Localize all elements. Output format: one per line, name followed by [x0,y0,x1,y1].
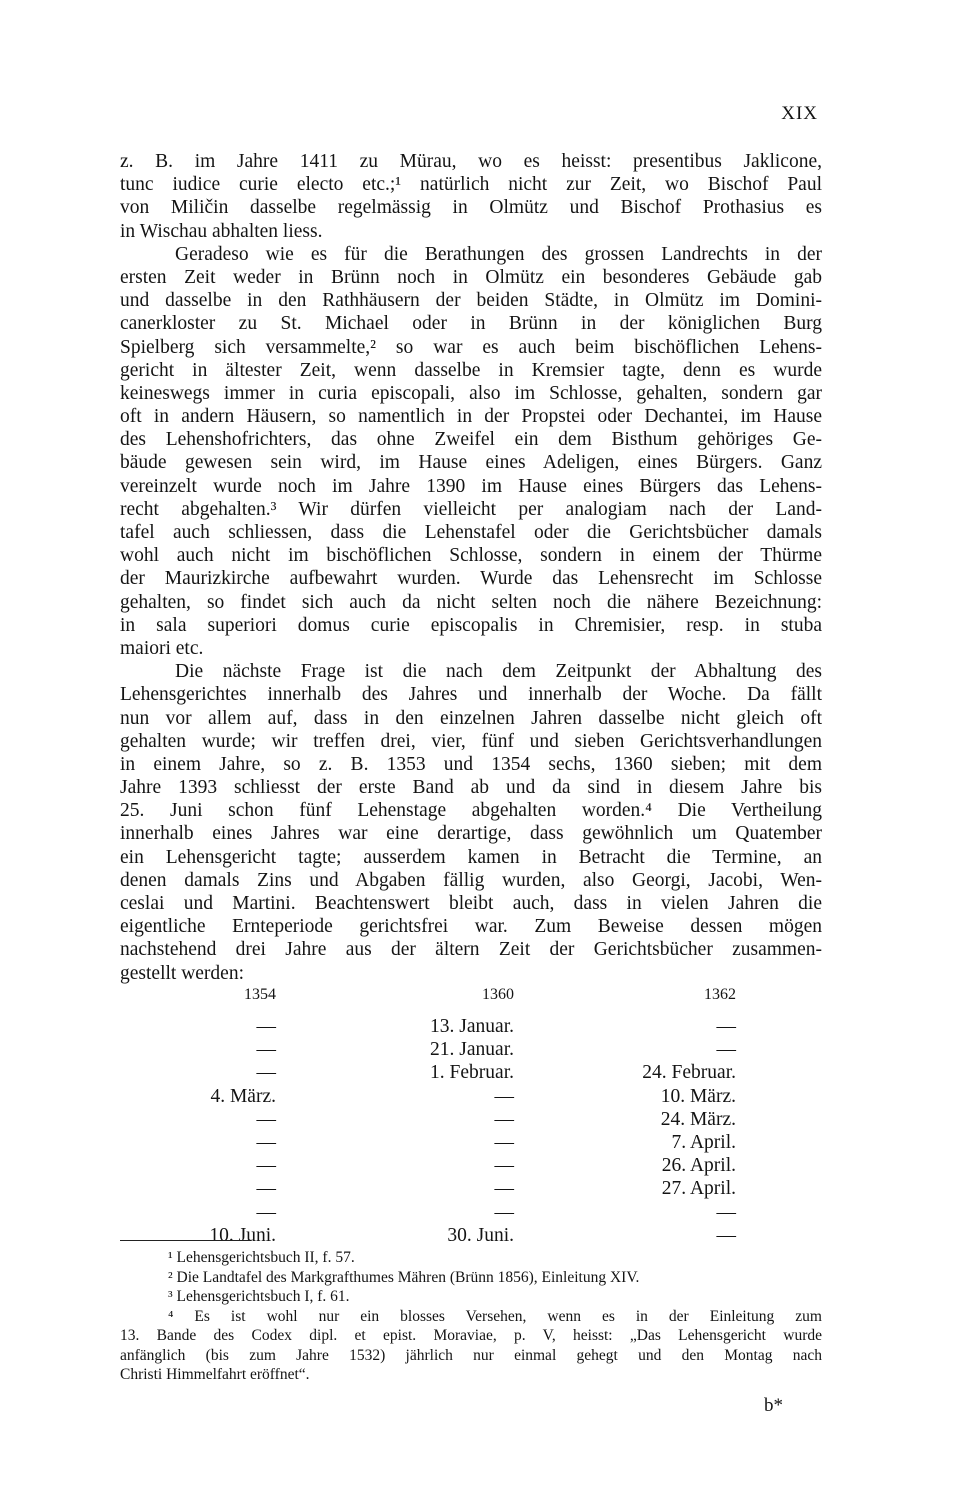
text-line: in sala superiori domus curie episcopalis in Chremisier, resp. in stuba [120,614,822,636]
footnote: ² Die Landtafel des Markgrafthumes Mähren (Brünn 1856), Einleitung XIV. [168,1268,640,1286]
column-1354 [184,983,276,1247]
table-cell: — [256,1131,276,1153]
table-cell: — [494,1155,514,1177]
footnotes [120,1248,822,1385]
text-line: in einem Jahre, so z. B. 1353 und 1354 sechs, 1360 sieben; mit dem [120,753,822,775]
text-line: z. B. im Jahre 1411 zu Mürau, wo es heisst: presentibus Jaklicone, [120,151,822,172]
footnote: ³ Lehensgerichtsbuch I, f. 61. [168,1288,350,1305]
text-line: der Maurizkirche aufbewahrt wurden. Wurde das Lehensrecht im Schlosse [120,568,822,590]
text-line: ceslai und Martini. Beachtenswert bleibt auch, dass in vielen Jahren die [120,893,822,914]
column-header: 1354 [244,986,276,1003]
body-text [120,150,822,985]
table-cell: 1. Februar. [430,1062,514,1084]
text-line: denen damals Zins und Abgaben fällig wurden, also Georgi, Jacobi, Wen- [120,869,822,891]
text-line: gehalten wurde; wir treffen drei, vier, fünf und sieben Gerichtsverhandlungen [120,730,822,752]
column-1362 [616,983,736,1247]
table-cell: 27. April. [661,1178,736,1200]
text-line: Lehensgerichtes innerhalb des Jahres und innerhalb der Woche. Da fällt [120,684,822,706]
text-line: oft in andern Häusern, so namentlich in der Propstei oder Dechantei, im Hause [120,406,822,428]
text-line: maiori etc. [120,637,204,659]
text-line: keineswegs immer in curia episcopali, also im Schlosse, gehalten, sondern gar [120,382,822,404]
text-line: tafel auch schliessen, dass die Lehenstafel oder die Gerichtsbücher damals [120,522,822,543]
table-cell: 10. Juni. [209,1224,276,1246]
text-line: gehalten, so findet sich auch da nicht selten noch die nähere Bezeichnung: [120,591,822,613]
text-line: in Wischau abhalten liess. [120,220,323,242]
footnote-rule [120,1240,250,1241]
text-line: ein Lehensgericht tagte; ausserdem kamen in Betracht die Termine, an [120,846,822,868]
text-line: bäude gewesen sein wird, im Hause eines Adeligen, eines Bürgers. Ganz [120,452,822,474]
footnote-line: 13. Bande des Codex dipl. et epist. Moraviae, p. V, heisst: „Das Lehensgericht wurde [120,1327,822,1344]
text-line: gestellt werden: [120,962,244,984]
footnote: ⁴ Es ist wohl nur ein blosses Versehen, wenn es in der Einleitung zum [168,1307,822,1325]
text-line: von Miličin dasselbe regelmässig in Olmütz und Bischof Prothasius es [120,197,822,219]
text-line: 25. Juni schon fünf Lehenstage abgehalten worden.⁴ Die Vertheilung [120,800,822,822]
text-line: innerhalb eines Jahres war eine derartige, dass gewöhnlich um Quatember [120,823,822,845]
table-cell: — [494,1131,514,1153]
text-line: vereinzelt wurde noch im Jahre 1390 im Hause eines Bürgers das Lehens- [120,475,822,497]
table-cell: — [494,1108,514,1130]
table-cell: — [256,1039,276,1061]
text-line: tunc iudice curie electo etc.;¹ natürlich nicht zur Zeit, wo Bischof Paul [120,174,822,196]
table-cell: — [256,1016,276,1037]
table-cell: — [494,1178,514,1200]
footnote-line: Christi Himmelfahrt eröffnet“. [120,1366,310,1383]
text-line: des Lehenshofrichters, das ohne Zweifel ein dem Bisthum gehöriges Ge- [120,429,822,451]
text-line: eigentliche Ernteperiode gerichtsfrei war. Zum Beweise dessen mögen [120,916,822,938]
text-line: canerkloster zu St. Michael oder in Brünn in der königlichen Burg [120,313,822,335]
paragraph-start: Die nächste Frage ist die nach dem Zeitpunkt der Abhaltung des [175,661,822,683]
table-cell: 26. April. [661,1155,736,1177]
table-cell: — [716,1016,736,1037]
text-line: ersten Zeit weder in Brünn noch in Olmütz ein besonderes Gebäude gab [120,266,822,288]
paragraph-start: Geradeso wie es für die Berathungen des grossen Landrechts in der [175,243,822,265]
table-cell: — [494,1201,514,1223]
text-line: gericht in ältester Zeit, wenn dasselbe in Kremsier tagte, denn es wurde [120,359,822,381]
column-header: 1362 [704,986,736,1003]
table-cell: — [716,1039,736,1061]
footnote: ¹ Lehensgerichtsbuch II, f. 57. [168,1249,355,1266]
signature-mark: b* [764,1395,783,1416]
table-cell: 13. Januar. [430,1016,514,1037]
table-cell: 10. März. [660,1085,736,1107]
table-cell: — [716,1201,736,1223]
table-cell: 30. Juni. [447,1224,514,1246]
year-table [120,983,822,1246]
table-cell: — [494,1085,514,1107]
table-cell: 4. März. [210,1085,276,1107]
table-cell: — [256,1062,276,1084]
table-cell: 21. Januar. [430,1039,514,1061]
table-cell: — [256,1201,276,1223]
text-line: und dasselbe in den Rathhäusern der beiden Städte, in Olmütz im Domini- [120,290,822,312]
text-line: Jahre 1393 schliesst der erste Band ab und da sind in diesem Jahre bis [120,777,822,799]
footnote-line: anfänglich (bis zum Jahre 1532) jährlich nur einmal gehegt und den Montag nach [120,1346,822,1364]
text-line: recht abgehalten.³ Wir dürfen vielleicht per analogiam nach der Land- [120,498,822,520]
table-cell: 24. Februar. [642,1062,736,1084]
text-line: nachstehend drei Jahre aus der ältern Zeit der Gerichtsbücher zusammen- [120,939,822,961]
table-cell: — [716,1224,736,1246]
text-line: wohl auch nicht im bischöflichen Schlosse, sondern in einem der Thürme [120,545,822,567]
table-cell: — [256,1108,276,1130]
text-line: nun vor allem auf, dass in den einzelnen Jahren dasselbe nicht gleich oft [120,707,822,729]
table-cell: 7. April. [671,1131,736,1153]
text-line: Spielberg sich versammelte,² so war es auch beim bischöflichen Lehens- [120,336,822,358]
page-number: XIX [781,103,818,124]
table-cell: — [256,1178,276,1200]
table-cell: — [256,1155,276,1177]
table-cell: 24. März. [660,1108,736,1130]
column-header: 1360 [482,986,514,1003]
column-1360 [392,983,514,1247]
